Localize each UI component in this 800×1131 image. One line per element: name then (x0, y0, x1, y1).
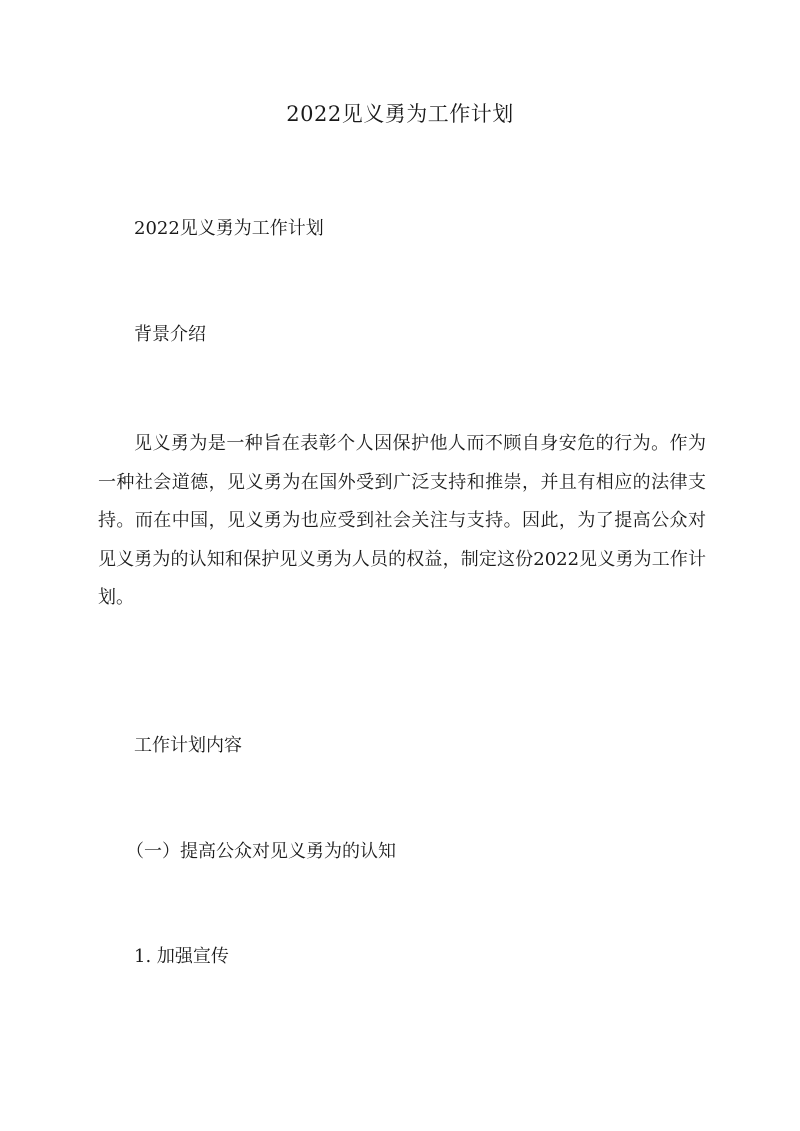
list-item-1: 1. 加强宣传 (134, 946, 229, 967)
section-heading-content: 工作计划内容 (134, 735, 242, 756)
document-subtitle: 2022见义勇为工作计划 (134, 218, 324, 239)
document-title: 2022见义勇为工作计划 (286, 102, 514, 126)
section-heading-background: 背景介绍 (134, 324, 206, 345)
subsection-heading-1: （一）提高公众对见义勇为的认知 (126, 841, 396, 862)
background-paragraph: 见义勇为是一种旨在表彰个人因保护他人而不顾自身安危的行为。作为一种社会道德，见义勇为在国外受到广泛支持和推崇，并且有相应的法律支持。而在中国，见义勇为也应受到社会关注与支持。因此，为了提高公众对见义勇为的认知和保护见义勇为人员的权益，制定这份2022见义勇为工作计划。 (98, 433, 706, 608)
